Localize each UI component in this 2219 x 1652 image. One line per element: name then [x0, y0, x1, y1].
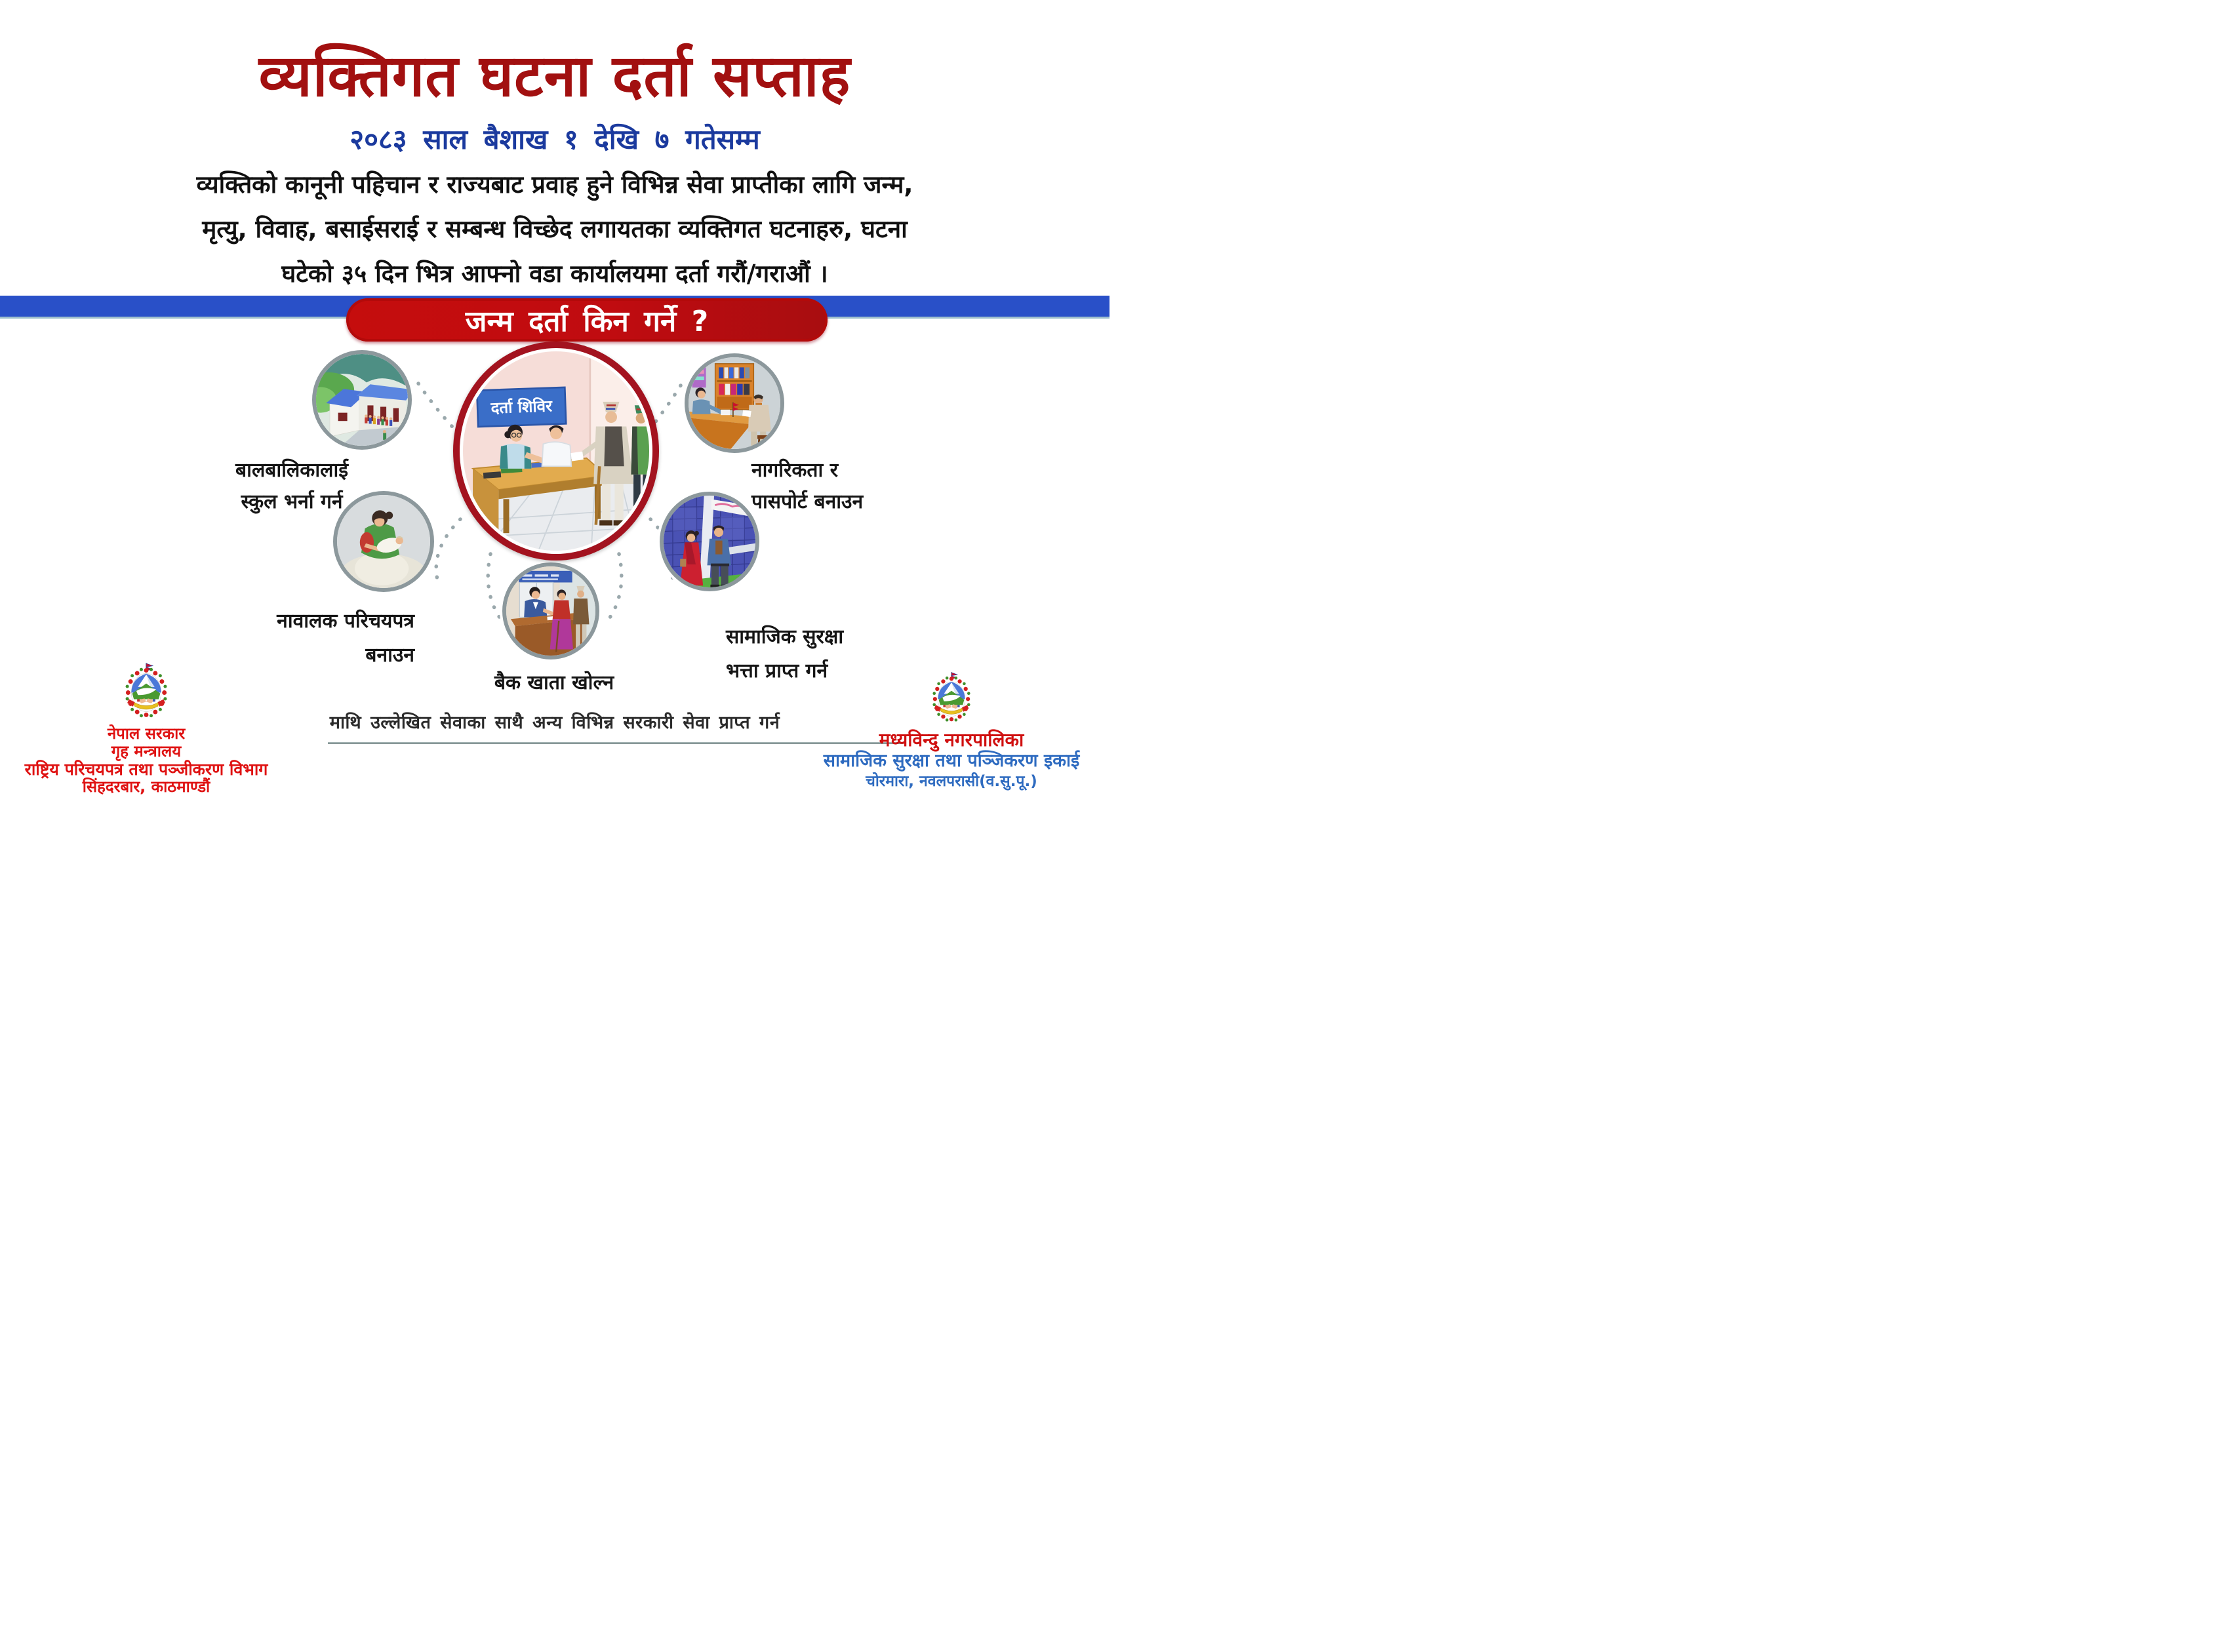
circle-school-enrollment	[312, 350, 412, 450]
label-line: बनाउन	[365, 644, 414, 667]
nepal-emblem-icon	[929, 671, 974, 724]
label-school-enrollment	[184, 455, 400, 518]
school-illustration	[316, 354, 408, 446]
body-line-3: घटेको ३५ दिन भित्र आफ्नो वडा कार्यालयमा दर्ता गरौं/गराऔं ।	[281, 260, 828, 288]
circle-registration-camp	[453, 342, 659, 560]
circle-bank-account	[502, 562, 599, 659]
label-line: स्कुल भर्ना गर्न	[241, 490, 343, 513]
label-line: बालबालिकालाई	[235, 459, 348, 482]
circle-citizenship-passport	[685, 353, 784, 453]
footnote: माथि उल्लेखित सेवाका साथै अन्य विभिन्न सरकारी सेवा प्राप्त गर्न	[329, 713, 780, 733]
couple-building-illustration	[664, 496, 755, 587]
label-line: बैक खाता खोल्न	[494, 671, 614, 694]
camp-sign-text: दर्ता शिविर	[490, 397, 553, 418]
label-bank-account	[446, 667, 662, 699]
org-line: सिंहदरबार, काठमाण्डौं	[82, 777, 210, 796]
body-line-1: व्यक्तिको कानूनी पहिचान र राज्यबाट प्रवाह हुने विभिन्न सेवा प्राप्तीका लागि जन्म,	[196, 170, 913, 199]
banner-label: जन्म दर्ता किन गर्ने ?	[465, 305, 709, 338]
label-line: भत्ता प्राप्त गर्न	[726, 659, 828, 682]
circle-social-security	[660, 492, 759, 591]
label-line: सामाजिक सुरक्षा	[726, 625, 844, 648]
org-block-municipality	[797, 671, 1106, 791]
org-line: राष्ट्रिय परिचयपत्र तथा पञ्जीकरण विभाग	[24, 760, 268, 779]
org-line: सामाजिक सुरक्षा तथा पञ्जिकरण इकाई	[823, 751, 1080, 771]
poster-body-paragraph	[43, 163, 1066, 296]
org-line: चोरमारा, नवलपरासी(व.सु.पू.)	[866, 773, 1037, 790]
bank-counter-illustration	[506, 566, 595, 656]
label-line: नागरिकता र	[751, 459, 838, 482]
citizenship-illustration	[689, 357, 780, 449]
camp-signboard	[477, 387, 566, 427]
org-line: गृह मन्त्रालय	[111, 742, 182, 760]
label-citizenship-passport	[751, 455, 968, 518]
label-line: पासपोर्ट बनाउन	[751, 490, 864, 513]
org-line: मध्यविन्दु नगरपालिका	[879, 729, 1024, 751]
poster-subtitle-dates: २०८३ साल बैशाख १ देखि ७ गतेसम्म	[350, 123, 760, 155]
body-line-2: मृत्यु, विवाह, बसाईसराई र सम्बन्ध विच्छेद लगायतका व्यक्तिगत घटनाहरु, घटना	[202, 215, 908, 243]
birth-registration-banner	[346, 298, 828, 342]
registration-camp-illustration	[463, 351, 649, 551]
label-line: नावालक परिचयपत्र	[277, 610, 414, 633]
poster-page	[0, 0, 1110, 826]
poster-title: व्यक्तिगत घटना दर्ता सप्ताह	[258, 42, 851, 109]
nepal-emblem-icon	[121, 662, 172, 720]
org-line: नेपाल सरकार	[107, 724, 186, 743]
org-block-home-ministry	[5, 662, 287, 796]
